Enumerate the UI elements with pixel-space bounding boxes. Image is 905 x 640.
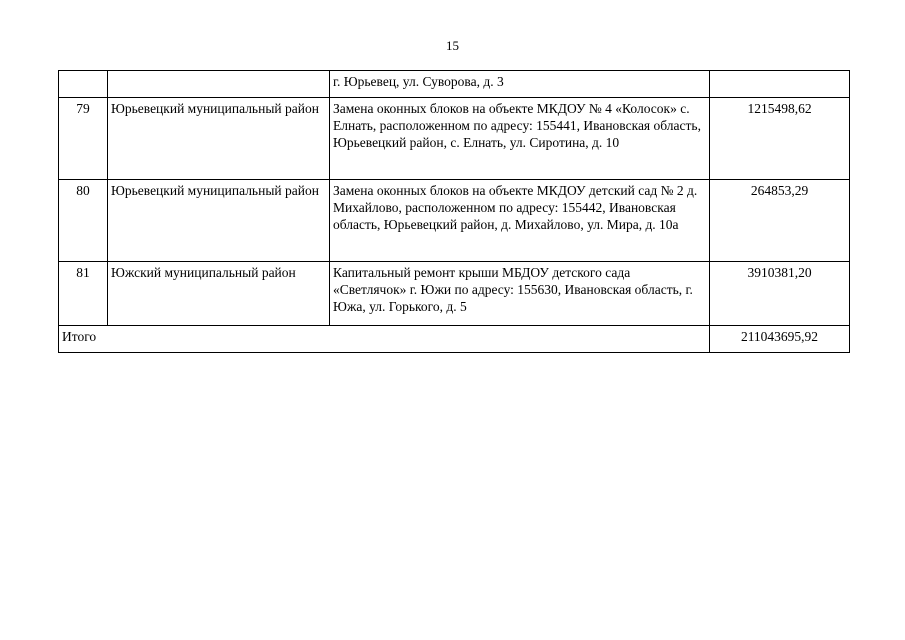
total-amount: 211043695,92: [710, 326, 850, 353]
table-row: [59, 180, 850, 262]
table-row: [59, 262, 850, 326]
row-number-cell: 81: [59, 262, 108, 326]
district-cell: [108, 71, 330, 98]
total-label: Итого: [59, 326, 710, 353]
description-cell: Замена оконных блоков на объекте МКДОУ № 4 «Колосок» с. Елнать, расположенном по адресу: 155441, Ивановская область, Юрьевецкий район, с. Елнать, ул. Сиротина, д. 10: [330, 98, 710, 180]
district-cell: Южский муниципальный район: [108, 262, 330, 326]
description-cell: Капитальный ремонт крыши МБДОУ детского сада «Светлячок» г. Южи по адресу: 155630, Ивановская область, г. Южа, ул. Горького, д. 5: [330, 262, 710, 326]
district-cell: Юрьевецкий муниципальный район: [108, 180, 330, 262]
amount-cell: 264853,29: [710, 180, 850, 262]
row-number-cell: 80: [59, 180, 108, 262]
amount-cell: [710, 71, 850, 98]
description-cell: Замена оконных блоков на объекте МКДОУ детский сад № 2 д. Михайлово, расположенном по адресу: 155442, Ивановская область, Юрьевецкий район, д. Михайлово, ул. Мира, д. 10а: [330, 180, 710, 262]
row-number-cell: [59, 71, 108, 98]
table-row-total: [59, 326, 850, 353]
page-number: 15: [446, 38, 459, 53]
row-number-cell: 79: [59, 98, 108, 180]
amount-cell: 1215498,62: [710, 98, 850, 180]
amount-cell: 3910381,20: [710, 262, 850, 326]
description-cell: г. Юрьевец, ул. Суворова, д. 3: [330, 71, 710, 98]
district-cell: Юрьевецкий муниципальный район: [108, 98, 330, 180]
table-row-continuation: [59, 71, 850, 98]
funding-table: [58, 70, 850, 353]
table-row: [59, 98, 850, 180]
